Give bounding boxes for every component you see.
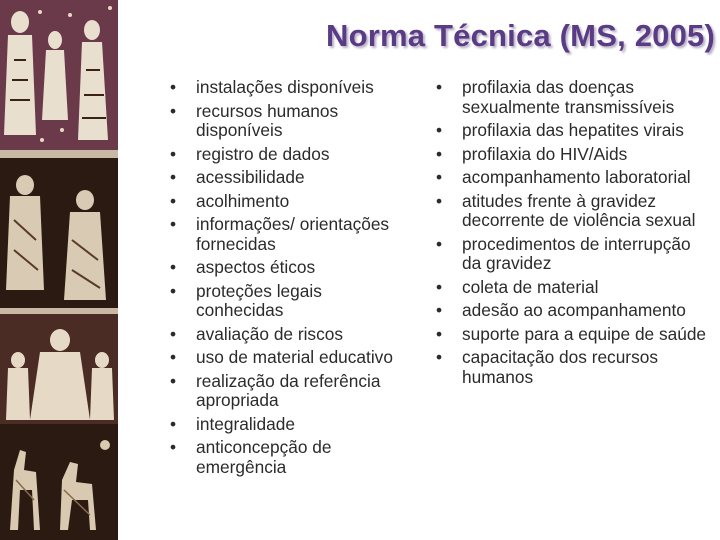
- bullet-icon: •: [170, 190, 177, 211]
- bullet-text: acompanhamento laboratorial: [462, 167, 691, 187]
- bullet-text: acessibilidade: [196, 167, 305, 187]
- bullet-icon: •: [170, 143, 177, 164]
- bullet-text: realização da referência apropriada: [196, 370, 381, 410]
- bullet-text: profilaxia das doenças sexualmente transmissíveis: [462, 77, 675, 117]
- bullet-icon: •: [436, 143, 443, 164]
- bullet-item: [436, 301, 711, 321]
- bullet-text: instalações disponíveis: [196, 77, 374, 97]
- bullet-text: acolhimento: [196, 190, 290, 211]
- bullet-item: [170, 348, 405, 368]
- bullet-text: adesão ao acompanhamento: [462, 300, 686, 320]
- bullet-icon: •: [170, 167, 177, 187]
- bullet-item: [436, 192, 711, 231]
- bullet-icon: •: [436, 190, 443, 211]
- bullet-icon: •: [436, 347, 443, 367]
- bullet-item: [436, 348, 711, 387]
- left-bullet-list: [170, 78, 405, 481]
- decorative-art-panel: [0, 0, 118, 540]
- bullet-icon: •: [436, 233, 443, 254]
- bullet-item: [436, 325, 711, 345]
- bullet-item: [436, 121, 711, 141]
- bullet-item: [170, 145, 405, 165]
- bullet-icon: •: [436, 276, 443, 297]
- right-bullet-list: [436, 78, 711, 391]
- bullet-item: [170, 372, 405, 411]
- bullet-icon: •: [170, 100, 177, 121]
- bullet-icon: •: [436, 120, 443, 140]
- bullet-item: [170, 258, 405, 278]
- bullet-icon: •: [436, 77, 443, 97]
- bullet-icon: •: [436, 323, 443, 344]
- bullet-icon: •: [436, 300, 443, 320]
- bullet-icon: •: [436, 167, 443, 187]
- bullet-item: [436, 145, 711, 165]
- bullet-icon: •: [170, 214, 177, 234]
- bullet-item: [170, 168, 405, 188]
- bullet-item: [436, 78, 711, 117]
- bullet-text: anticoncepção de emergência: [196, 437, 332, 477]
- bullet-text: avaliação de riscos: [196, 323, 343, 344]
- bullet-text: aspectos éticos: [196, 257, 316, 277]
- bullet-item: [170, 282, 405, 321]
- bullet-text: integralidade: [196, 413, 295, 434]
- bullet-item: [170, 78, 405, 98]
- slide-title: Norma Técnica (MS, 2005): [325, 18, 715, 53]
- bullet-text: atitudes frente à gravidez decorrente de violência sexual: [462, 190, 696, 230]
- bullet-icon: •: [170, 413, 177, 434]
- bullet-item: [436, 278, 711, 298]
- bullet-text: registro de dados: [196, 143, 330, 164]
- folk-art-illustration: [0, 0, 118, 540]
- bullet-icon: •: [170, 347, 177, 367]
- bullet-item: [170, 325, 405, 345]
- bullet-text: capacitação dos recursos humanos: [462, 347, 658, 387]
- bullet-item: [170, 102, 405, 141]
- bullet-item: [170, 192, 405, 212]
- bullet-item: [436, 235, 711, 274]
- bullet-text: coleta de material: [462, 276, 599, 297]
- bullet-item: [170, 415, 405, 435]
- bullet-icon: •: [170, 280, 177, 301]
- bullet-item: [170, 438, 405, 477]
- bullet-icon: •: [170, 77, 177, 97]
- bullet-text: procedimentos de interrupção da gravidez: [462, 233, 691, 273]
- bullet-icon: •: [170, 323, 177, 344]
- bullet-item: [436, 168, 711, 188]
- bullet-text: profilaxia do HIV/Aids: [462, 143, 628, 164]
- bullet-text: informações/ orientações fornecidas: [196, 214, 390, 254]
- bullet-text: recursos humanos disponíveis: [196, 100, 339, 140]
- bullet-item: [170, 215, 405, 254]
- bullet-icon: •: [170, 257, 177, 277]
- bullet-icon: •: [170, 370, 177, 391]
- bullet-text: uso de material educativo: [196, 347, 393, 367]
- bullet-text: profilaxia das hepatites virais: [462, 120, 684, 140]
- bullet-text: suporte para a equipe de saúde: [462, 323, 707, 344]
- bullet-text: proteções legais conhecidas: [196, 280, 322, 320]
- bullet-icon: •: [170, 437, 177, 457]
